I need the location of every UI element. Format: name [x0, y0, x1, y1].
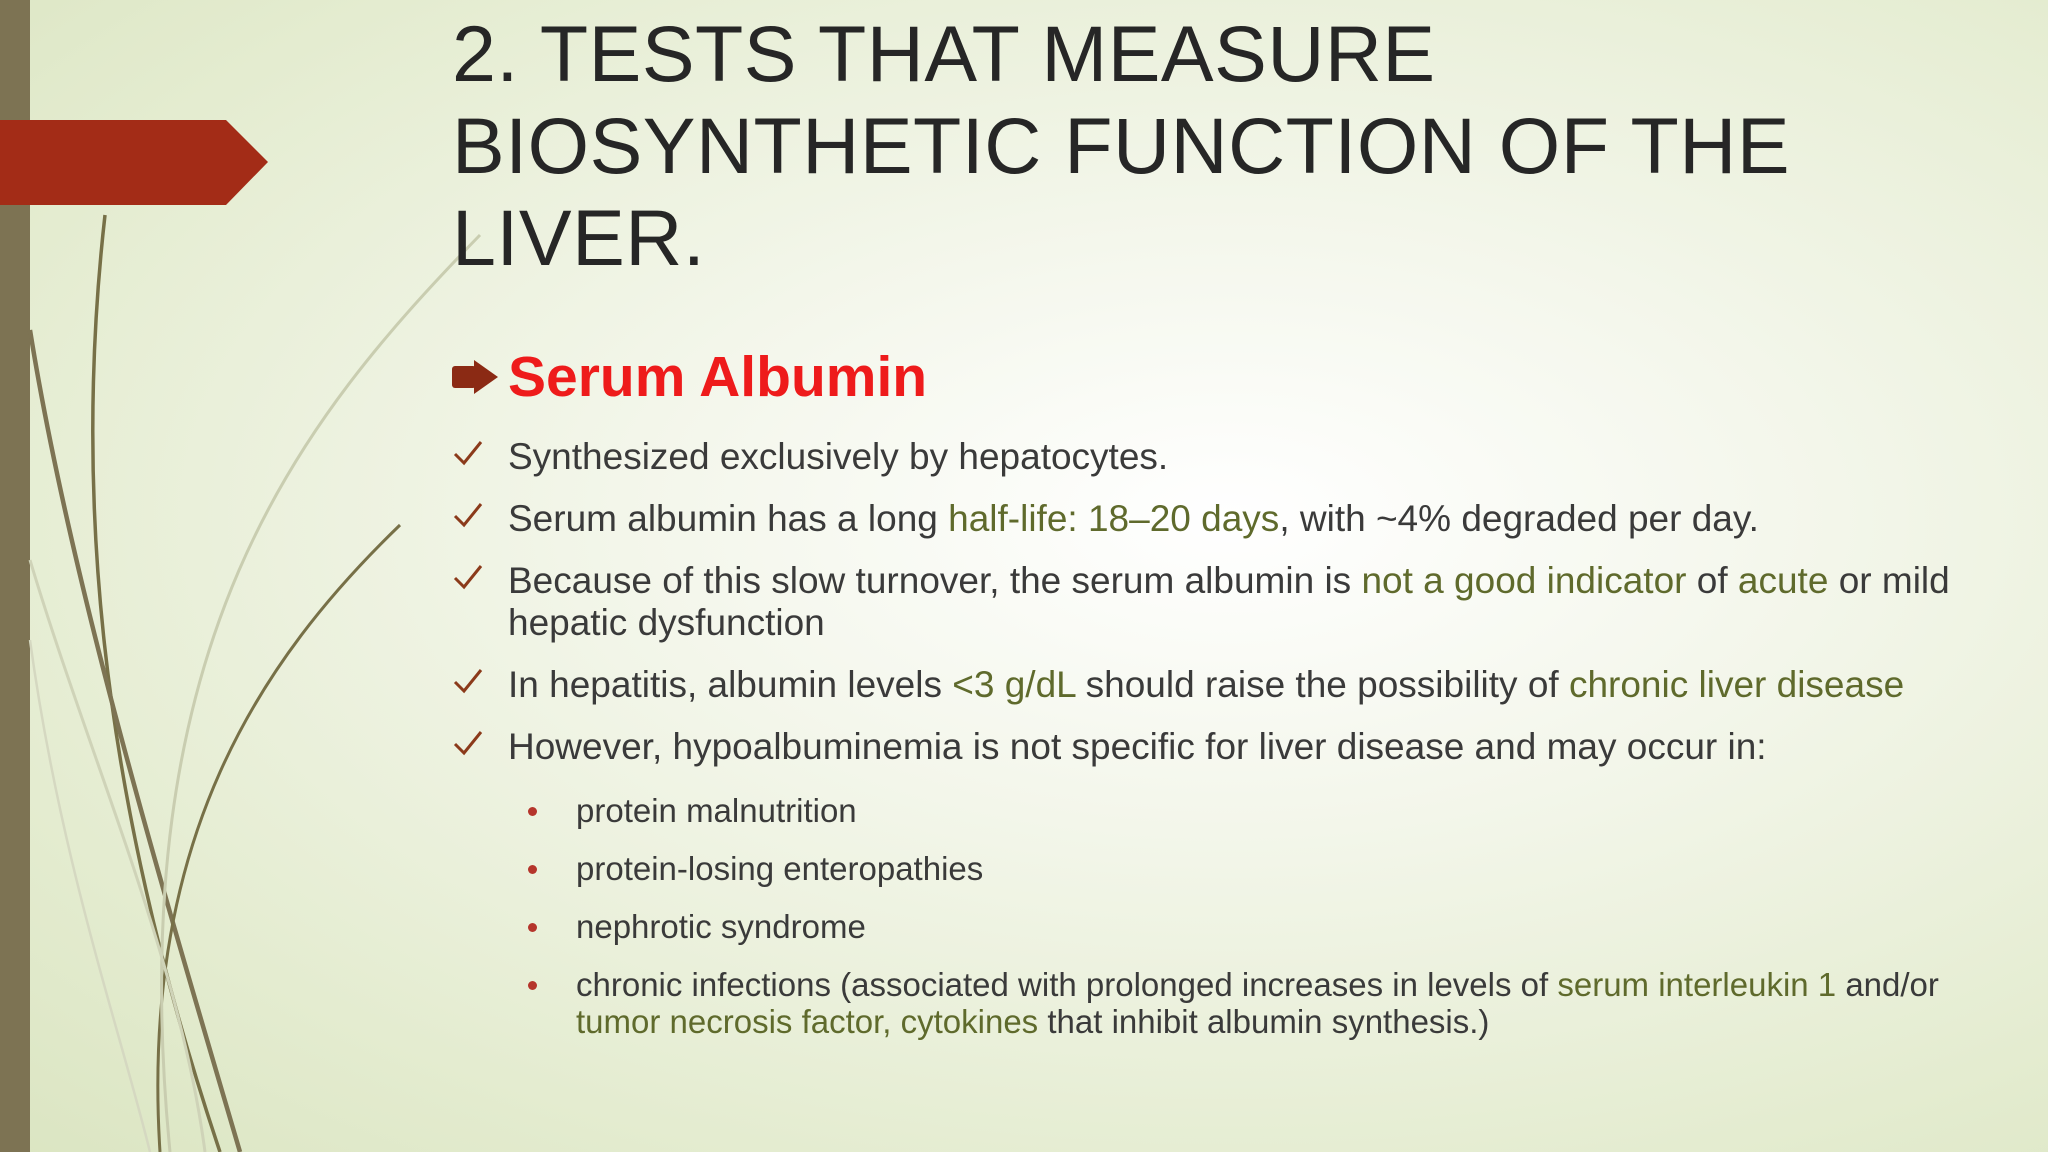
list-item-text: Because of this slow turnover, the serum albumin is [508, 560, 1362, 601]
red-flag-marker [0, 120, 268, 205]
list-item-text: or mild hepatic dysfunction [508, 560, 1950, 643]
check-icon [452, 438, 484, 468]
highlight-text: chronic liver disease [1568, 664, 1905, 705]
section-heading [452, 344, 927, 410]
highlight-text: <3 g/dL [952, 664, 1076, 705]
list-item-text: Synthesized exclusively by hepatocytes. [508, 436, 1169, 477]
sub-list [522, 792, 2012, 1061]
bullet-icon [528, 981, 537, 990]
list-item [452, 726, 2012, 768]
section-heading-text: Serum Albumin [508, 345, 928, 409]
arrow-icon [452, 360, 498, 394]
check-icon [452, 666, 484, 696]
list-item-text: Serum albumin has a long [508, 498, 949, 539]
slide-title: 2. TESTS THAT MEASURE BIOSYNTHETIC FUNCTION OF THE LIVER. [452, 9, 1791, 282]
list-item [452, 560, 2012, 644]
bullet-icon [528, 923, 537, 932]
check-icon [452, 562, 484, 592]
sub-list-item-text: protein-losing enteropathies [576, 850, 984, 887]
check-icon [452, 500, 484, 530]
sub-list-item [522, 966, 2012, 1040]
sub-list-item [522, 908, 2012, 945]
check-icon [452, 728, 484, 758]
bullet-icon [528, 865, 537, 874]
sub-list-item-text: that inhibit albumin synthesis.) [1038, 1003, 1490, 1040]
highlight-text: tumor necrosis factor, cytokines [576, 1003, 1039, 1040]
list-item [452, 498, 2012, 540]
list-item-text: However, hypoalbuminemia is not specific for liver disease and may occur in: [508, 726, 1767, 767]
highlight-text: half-life: 18–20 days [948, 498, 1280, 539]
highlight-text: serum interleukin 1 [1557, 966, 1837, 1003]
sub-list-item-text: and/or [1836, 966, 1939, 1003]
highlight-text: acute [1737, 560, 1829, 601]
sub-list-item-text: protein malnutrition [576, 792, 857, 829]
sub-list-item [522, 850, 2012, 887]
sub-list-item [522, 792, 2012, 829]
checklist [452, 436, 2012, 788]
list-item-text: In hepatitis, albumin levels [508, 664, 953, 705]
list-item-text: should raise the possibility of [1075, 664, 1569, 705]
highlight-text: not a good indicator [1361, 560, 1687, 601]
list-item-text: of [1686, 560, 1738, 601]
list-item-text: , with ~4% degraded per day. [1279, 498, 1759, 539]
list-item [452, 664, 2012, 706]
sub-list-item-text: nephrotic syndrome [576, 908, 866, 945]
bullet-icon [528, 807, 537, 816]
sub-list-item-text: chronic infections (associated with prolonged increases in levels of [576, 966, 1558, 1003]
list-item [452, 436, 2012, 478]
